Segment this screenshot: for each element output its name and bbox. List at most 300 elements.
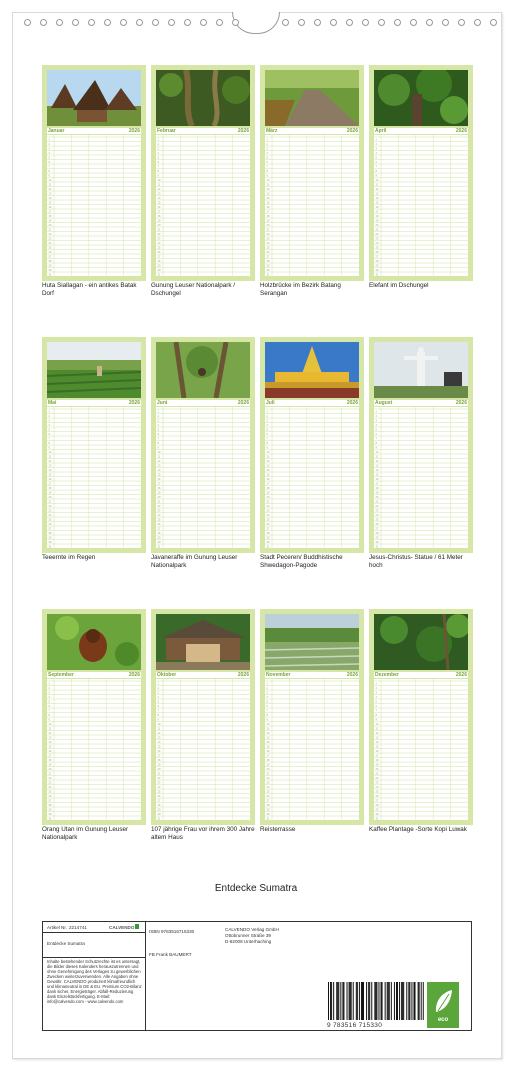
day-grid bbox=[156, 407, 250, 548]
svg-text:28: 28 bbox=[157, 531, 161, 535]
month-header bbox=[47, 672, 141, 678]
svg-text:25: 25 bbox=[375, 518, 379, 522]
month-caption: Elefant im Dschungel bbox=[369, 282, 429, 289]
svg-text:13: 13 bbox=[48, 192, 52, 196]
svg-text:28: 28 bbox=[266, 531, 270, 535]
calendar-title: Entdecke Sumatra bbox=[214, 883, 298, 894]
svg-text:25: 25 bbox=[157, 246, 161, 250]
binding-hole bbox=[442, 19, 449, 26]
month-name: Januar bbox=[48, 128, 65, 134]
svg-text:12: 12 bbox=[48, 187, 52, 191]
author-text: FB Frank BAUMERT bbox=[149, 952, 192, 957]
svg-text:26: 26 bbox=[375, 794, 379, 798]
binding-hole bbox=[24, 19, 31, 26]
svg-text:19: 19 bbox=[266, 219, 270, 223]
svg-text:10: 10 bbox=[375, 178, 379, 182]
svg-text:10: 10 bbox=[48, 450, 52, 454]
svg-text:13: 13 bbox=[48, 736, 52, 740]
svg-text:26: 26 bbox=[266, 250, 270, 254]
svg-text:5: 5 bbox=[375, 700, 377, 704]
svg-text:13: 13 bbox=[266, 464, 270, 468]
month-photo bbox=[265, 614, 359, 670]
svg-text:11: 11 bbox=[48, 183, 52, 187]
month-year: 2026 bbox=[346, 400, 358, 406]
binding-hole bbox=[314, 19, 321, 26]
month-photo bbox=[265, 342, 359, 398]
svg-text:14: 14 bbox=[375, 740, 379, 744]
binding-hole bbox=[120, 19, 127, 26]
svg-text:27: 27 bbox=[157, 799, 161, 803]
svg-text:3: 3 bbox=[266, 691, 268, 695]
svg-text:4: 4 bbox=[375, 151, 377, 155]
month-year: 2026 bbox=[455, 672, 467, 678]
svg-text:31: 31 bbox=[157, 273, 161, 276]
svg-text:16: 16 bbox=[48, 205, 52, 209]
day-grid bbox=[265, 679, 359, 820]
svg-text:17: 17 bbox=[48, 210, 52, 214]
svg-text:26: 26 bbox=[266, 794, 270, 798]
footer-info-box bbox=[42, 921, 472, 1031]
svg-text:12: 12 bbox=[266, 731, 270, 735]
svg-text:3: 3 bbox=[375, 691, 377, 695]
svg-text:29: 29 bbox=[48, 808, 52, 812]
binding-hole bbox=[474, 19, 481, 26]
binding-hole bbox=[490, 19, 497, 26]
svg-text:8: 8 bbox=[266, 169, 268, 173]
svg-text:27: 27 bbox=[48, 255, 52, 259]
svg-text:31: 31 bbox=[48, 817, 52, 820]
svg-text:6: 6 bbox=[157, 432, 159, 436]
svg-text:23: 23 bbox=[266, 781, 270, 785]
svg-text:5: 5 bbox=[48, 428, 50, 432]
svg-text:20: 20 bbox=[157, 495, 161, 499]
svg-text:11: 11 bbox=[48, 727, 52, 731]
day-grid bbox=[47, 679, 141, 820]
svg-text:1: 1 bbox=[48, 410, 50, 414]
svg-text:8: 8 bbox=[375, 441, 377, 445]
svg-text:31: 31 bbox=[266, 273, 270, 276]
eco-label: eco bbox=[437, 1017, 449, 1023]
svg-text:10: 10 bbox=[48, 722, 52, 726]
svg-text:27: 27 bbox=[375, 799, 379, 803]
svg-text:29: 29 bbox=[157, 264, 161, 268]
svg-text:30: 30 bbox=[157, 268, 161, 272]
svg-text:3: 3 bbox=[375, 419, 377, 423]
svg-text:14: 14 bbox=[375, 468, 379, 472]
svg-text:16: 16 bbox=[157, 477, 161, 481]
month-year: 2026 bbox=[455, 128, 467, 134]
svg-text:28: 28 bbox=[375, 803, 379, 807]
svg-text:24: 24 bbox=[266, 513, 270, 517]
svg-text:4: 4 bbox=[48, 695, 50, 699]
eco-badge bbox=[427, 982, 459, 1028]
svg-text:7: 7 bbox=[375, 709, 377, 713]
svg-text:21: 21 bbox=[48, 772, 52, 776]
svg-text:14: 14 bbox=[266, 740, 270, 744]
svg-text:26: 26 bbox=[157, 522, 161, 526]
svg-text:1: 1 bbox=[157, 410, 159, 414]
svg-text:21: 21 bbox=[266, 500, 270, 504]
svg-text:19: 19 bbox=[157, 763, 161, 767]
svg-text:4: 4 bbox=[157, 151, 159, 155]
binding-hole bbox=[56, 19, 63, 26]
svg-text:26: 26 bbox=[375, 250, 379, 254]
svg-text:5: 5 bbox=[375, 428, 377, 432]
svg-text:9: 9 bbox=[266, 174, 268, 178]
svg-text:8: 8 bbox=[48, 169, 50, 173]
svg-text:1: 1 bbox=[375, 410, 377, 414]
barcode-number: 9 783516 715330 bbox=[327, 1022, 383, 1029]
month-header bbox=[47, 128, 141, 134]
svg-text:28: 28 bbox=[266, 259, 270, 263]
svg-text:28: 28 bbox=[157, 803, 161, 807]
artikel-number: 2214741 bbox=[69, 925, 87, 930]
svg-text:2: 2 bbox=[48, 686, 50, 690]
svg-text:25: 25 bbox=[266, 246, 270, 250]
svg-text:30: 30 bbox=[48, 540, 52, 544]
svg-text:22: 22 bbox=[157, 504, 161, 508]
svg-text:27: 27 bbox=[375, 255, 379, 259]
svg-text:29: 29 bbox=[48, 264, 52, 268]
svg-text:20: 20 bbox=[48, 495, 52, 499]
svg-text:29: 29 bbox=[266, 264, 270, 268]
svg-text:4: 4 bbox=[375, 695, 377, 699]
svg-text:28: 28 bbox=[48, 259, 52, 263]
svg-text:21: 21 bbox=[375, 772, 379, 776]
svg-text:16: 16 bbox=[48, 477, 52, 481]
svg-text:23: 23 bbox=[266, 237, 270, 241]
month-caption: Gunung Leuser Nationalpark / Dschungel bbox=[151, 282, 236, 297]
svg-text:19: 19 bbox=[266, 491, 270, 495]
svg-text:16: 16 bbox=[375, 205, 379, 209]
svg-text:5: 5 bbox=[157, 700, 159, 704]
svg-text:5: 5 bbox=[375, 156, 377, 160]
svg-text:31: 31 bbox=[48, 273, 52, 276]
svg-text:6: 6 bbox=[266, 160, 268, 164]
svg-text:11: 11 bbox=[266, 455, 270, 459]
svg-text:28: 28 bbox=[48, 803, 52, 807]
month-header bbox=[265, 400, 359, 406]
month-photo bbox=[47, 70, 141, 126]
svg-text:17: 17 bbox=[48, 482, 52, 486]
svg-text:4: 4 bbox=[266, 151, 268, 155]
svg-text:4: 4 bbox=[48, 151, 50, 155]
month-year: 2026 bbox=[128, 672, 140, 678]
svg-text:15: 15 bbox=[48, 473, 52, 477]
month-year: 2026 bbox=[346, 672, 358, 678]
svg-text:15: 15 bbox=[157, 473, 161, 477]
svg-text:6: 6 bbox=[157, 160, 159, 164]
month-name: März bbox=[266, 128, 278, 134]
svg-text:9: 9 bbox=[266, 718, 268, 722]
svg-text:16: 16 bbox=[266, 477, 270, 481]
binding-hole bbox=[104, 19, 111, 26]
svg-text:4: 4 bbox=[266, 423, 268, 427]
svg-text:11: 11 bbox=[375, 727, 379, 731]
month-header bbox=[374, 400, 468, 406]
svg-text:2: 2 bbox=[266, 142, 268, 146]
svg-text:3: 3 bbox=[157, 691, 159, 695]
svg-text:28: 28 bbox=[375, 531, 379, 535]
svg-text:12: 12 bbox=[48, 731, 52, 735]
binding-hole bbox=[282, 19, 289, 26]
month-name: November bbox=[266, 672, 291, 678]
svg-text:17: 17 bbox=[266, 754, 270, 758]
svg-text:12: 12 bbox=[266, 187, 270, 191]
svg-text:27: 27 bbox=[157, 255, 161, 259]
month-caption: Orang Utan im Gunung Leuser Nationalpark bbox=[42, 826, 129, 841]
svg-text:5: 5 bbox=[157, 156, 159, 160]
svg-text:26: 26 bbox=[157, 250, 161, 254]
binding-hole bbox=[458, 19, 465, 26]
svg-text:23: 23 bbox=[48, 509, 52, 513]
svg-text:26: 26 bbox=[48, 522, 52, 526]
month-photo bbox=[374, 614, 468, 670]
svg-text:25: 25 bbox=[157, 790, 161, 794]
svg-text:24: 24 bbox=[266, 785, 270, 789]
svg-text:30: 30 bbox=[375, 812, 379, 816]
svg-text:24: 24 bbox=[157, 785, 161, 789]
svg-text:27: 27 bbox=[375, 527, 379, 531]
svg-text:24: 24 bbox=[266, 241, 270, 245]
month-caption: Kaffee Plantage -Sorte Kopi Luwak bbox=[369, 826, 467, 833]
svg-text:7: 7 bbox=[266, 437, 268, 441]
month-name: Mai bbox=[48, 400, 57, 406]
svg-text:13: 13 bbox=[266, 192, 270, 196]
svg-text:2: 2 bbox=[157, 686, 159, 690]
svg-text:25: 25 bbox=[48, 518, 52, 522]
svg-text:23: 23 bbox=[157, 781, 161, 785]
svg-text:14: 14 bbox=[375, 196, 379, 200]
svg-text:19: 19 bbox=[157, 219, 161, 223]
day-grid bbox=[374, 135, 468, 276]
svg-text:7: 7 bbox=[48, 709, 50, 713]
svg-text:19: 19 bbox=[48, 491, 52, 495]
month-name: August bbox=[375, 400, 393, 406]
binding-hole bbox=[232, 19, 239, 26]
svg-text:18: 18 bbox=[48, 758, 52, 762]
svg-text:31: 31 bbox=[375, 817, 379, 820]
svg-text:22: 22 bbox=[375, 776, 379, 780]
svg-text:30: 30 bbox=[375, 540, 379, 544]
svg-text:9: 9 bbox=[375, 446, 377, 450]
svg-text:10: 10 bbox=[375, 450, 379, 454]
day-grid bbox=[374, 679, 468, 820]
month-name: Dezember bbox=[375, 672, 399, 678]
svg-text:10: 10 bbox=[266, 450, 270, 454]
svg-text:12: 12 bbox=[157, 459, 161, 463]
svg-text:21: 21 bbox=[266, 772, 270, 776]
binding-hole bbox=[426, 19, 433, 26]
svg-text:8: 8 bbox=[266, 441, 268, 445]
month-header bbox=[265, 672, 359, 678]
svg-text:8: 8 bbox=[157, 713, 159, 717]
month-year: 2026 bbox=[128, 128, 140, 134]
svg-text:18: 18 bbox=[266, 214, 270, 218]
month-header bbox=[374, 128, 468, 134]
svg-text:24: 24 bbox=[48, 241, 52, 245]
day-grid bbox=[265, 135, 359, 276]
svg-text:5: 5 bbox=[266, 156, 268, 160]
month-year: 2026 bbox=[455, 400, 467, 406]
svg-text:16: 16 bbox=[266, 205, 270, 209]
svg-text:21: 21 bbox=[375, 228, 379, 232]
svg-text:17: 17 bbox=[266, 482, 270, 486]
svg-text:11: 11 bbox=[157, 727, 161, 731]
svg-text:31: 31 bbox=[266, 545, 270, 548]
svg-text:24: 24 bbox=[375, 513, 379, 517]
svg-text:22: 22 bbox=[157, 232, 161, 236]
svg-text:9: 9 bbox=[157, 446, 159, 450]
svg-text:1: 1 bbox=[48, 138, 50, 142]
svg-text:15: 15 bbox=[375, 745, 379, 749]
svg-text:11: 11 bbox=[157, 183, 161, 187]
binding-hole bbox=[216, 19, 223, 26]
month-header bbox=[156, 400, 250, 406]
svg-text:25: 25 bbox=[375, 246, 379, 250]
svg-text:16: 16 bbox=[48, 749, 52, 753]
svg-text:5: 5 bbox=[266, 700, 268, 704]
svg-text:15: 15 bbox=[375, 473, 379, 477]
svg-text:7: 7 bbox=[375, 165, 377, 169]
svg-text:19: 19 bbox=[375, 219, 379, 223]
svg-text:10: 10 bbox=[375, 722, 379, 726]
day-grid bbox=[47, 407, 141, 548]
month-photo bbox=[156, 614, 250, 670]
month-photo bbox=[47, 342, 141, 398]
day-grid bbox=[265, 407, 359, 548]
month-caption: Teeernte im Regen bbox=[42, 554, 96, 561]
svg-text:17: 17 bbox=[48, 754, 52, 758]
month-name: Oktober bbox=[157, 672, 177, 678]
svg-text:21: 21 bbox=[157, 228, 161, 232]
svg-text:13: 13 bbox=[375, 736, 379, 740]
svg-text:9: 9 bbox=[375, 174, 377, 178]
svg-text:22: 22 bbox=[375, 232, 379, 236]
svg-text:7: 7 bbox=[157, 165, 159, 169]
svg-text:18: 18 bbox=[375, 214, 379, 218]
svg-text:6: 6 bbox=[48, 704, 50, 708]
calvendo-logo: CALVENDO bbox=[109, 924, 139, 931]
svg-text:24: 24 bbox=[375, 241, 379, 245]
svg-text:9: 9 bbox=[375, 718, 377, 722]
svg-text:24: 24 bbox=[48, 513, 52, 517]
svg-text:7: 7 bbox=[157, 437, 159, 441]
svg-text:9: 9 bbox=[266, 446, 268, 450]
month-year: 2026 bbox=[237, 400, 249, 406]
month-name: April bbox=[375, 128, 387, 134]
svg-text:5: 5 bbox=[48, 156, 50, 160]
svg-text:3: 3 bbox=[266, 419, 268, 423]
svg-text:26: 26 bbox=[157, 794, 161, 798]
svg-text:21: 21 bbox=[157, 772, 161, 776]
svg-text:18: 18 bbox=[266, 758, 270, 762]
svg-text:1: 1 bbox=[266, 682, 268, 686]
binding-hole bbox=[410, 19, 417, 26]
svg-text:31: 31 bbox=[266, 817, 270, 820]
day-grid bbox=[47, 135, 141, 276]
svg-text:14: 14 bbox=[48, 196, 52, 200]
svg-text:30: 30 bbox=[266, 268, 270, 272]
legal-text: Inhalte bestehender Schutzrechte ist es untersagt, die Bilder dieses Kalenders herauszutrennen und ohne Genehmigung des Verlages zu gewerblichen Zwecken weiterzuverwenden. Alle Angaben ohne Gewähr. CALVENDO produziert klimafreundlich und klimaneutral in DE & EU. Premium CO2-Bilanz dank sicher. Energieträger. Abfall-Reduzierung dank Einzelstückfertigung. E-Mail: info@calvendo.com - www.calvendo.com bbox=[47, 959, 142, 1004]
month-year: 2026 bbox=[237, 672, 249, 678]
svg-text:4: 4 bbox=[375, 423, 377, 427]
svg-text:2: 2 bbox=[48, 414, 50, 418]
svg-text:7: 7 bbox=[375, 437, 377, 441]
binding-hole bbox=[184, 19, 191, 26]
month-photo bbox=[265, 70, 359, 126]
publisher-line-3: D-82008 Unterhaching bbox=[225, 939, 272, 944]
svg-text:7: 7 bbox=[266, 165, 268, 169]
svg-text:29: 29 bbox=[375, 536, 379, 540]
svg-text:18: 18 bbox=[157, 758, 161, 762]
month-header bbox=[156, 128, 250, 134]
svg-text:7: 7 bbox=[48, 165, 50, 169]
svg-text:23: 23 bbox=[157, 237, 161, 241]
svg-text:11: 11 bbox=[266, 183, 270, 187]
svg-text:5: 5 bbox=[157, 428, 159, 432]
svg-text:14: 14 bbox=[157, 740, 161, 744]
svg-text:20: 20 bbox=[375, 223, 379, 227]
svg-text:7: 7 bbox=[157, 709, 159, 713]
svg-text:29: 29 bbox=[266, 536, 270, 540]
month-caption: Jesus-Christus- Statue / 61 Meter hoch bbox=[369, 554, 463, 569]
svg-text:1: 1 bbox=[157, 682, 159, 686]
svg-text:28: 28 bbox=[375, 259, 379, 263]
svg-text:9: 9 bbox=[157, 174, 159, 178]
svg-text:15: 15 bbox=[48, 201, 52, 205]
svg-text:20: 20 bbox=[375, 495, 379, 499]
svg-text:24: 24 bbox=[48, 785, 52, 789]
month-name: Juli bbox=[266, 400, 275, 406]
svg-text:3: 3 bbox=[157, 419, 159, 423]
svg-text:21: 21 bbox=[157, 500, 161, 504]
svg-text:20: 20 bbox=[157, 767, 161, 771]
svg-text:12: 12 bbox=[157, 187, 161, 191]
svg-text:3: 3 bbox=[266, 147, 268, 151]
svg-text:25: 25 bbox=[48, 246, 52, 250]
svg-text:8: 8 bbox=[375, 169, 377, 173]
binding-hole bbox=[362, 19, 369, 26]
svg-text:10: 10 bbox=[157, 450, 161, 454]
svg-text:12: 12 bbox=[48, 459, 52, 463]
svg-text:16: 16 bbox=[157, 749, 161, 753]
svg-text:7: 7 bbox=[48, 437, 50, 441]
svg-text:20: 20 bbox=[266, 495, 270, 499]
svg-text:29: 29 bbox=[157, 808, 161, 812]
month-year: 2026 bbox=[237, 128, 249, 134]
month-photo bbox=[156, 342, 250, 398]
svg-text:10: 10 bbox=[157, 178, 161, 182]
svg-text:27: 27 bbox=[266, 799, 270, 803]
svg-text:26: 26 bbox=[48, 794, 52, 798]
svg-text:1: 1 bbox=[48, 682, 50, 686]
svg-text:20: 20 bbox=[48, 767, 52, 771]
svg-text:18: 18 bbox=[375, 486, 379, 490]
barcode bbox=[326, 982, 426, 1020]
svg-text:3: 3 bbox=[375, 147, 377, 151]
svg-text:17: 17 bbox=[266, 210, 270, 214]
svg-text:22: 22 bbox=[157, 776, 161, 780]
binding-hole bbox=[394, 19, 401, 26]
svg-text:20: 20 bbox=[375, 767, 379, 771]
month-caption: Huta Siallagan - ein antikes Batak Dorf bbox=[42, 282, 137, 297]
svg-text:12: 12 bbox=[266, 459, 270, 463]
svg-text:6: 6 bbox=[48, 432, 50, 436]
svg-text:23: 23 bbox=[375, 509, 379, 513]
svg-text:14: 14 bbox=[266, 196, 270, 200]
binding-hole bbox=[152, 19, 159, 26]
